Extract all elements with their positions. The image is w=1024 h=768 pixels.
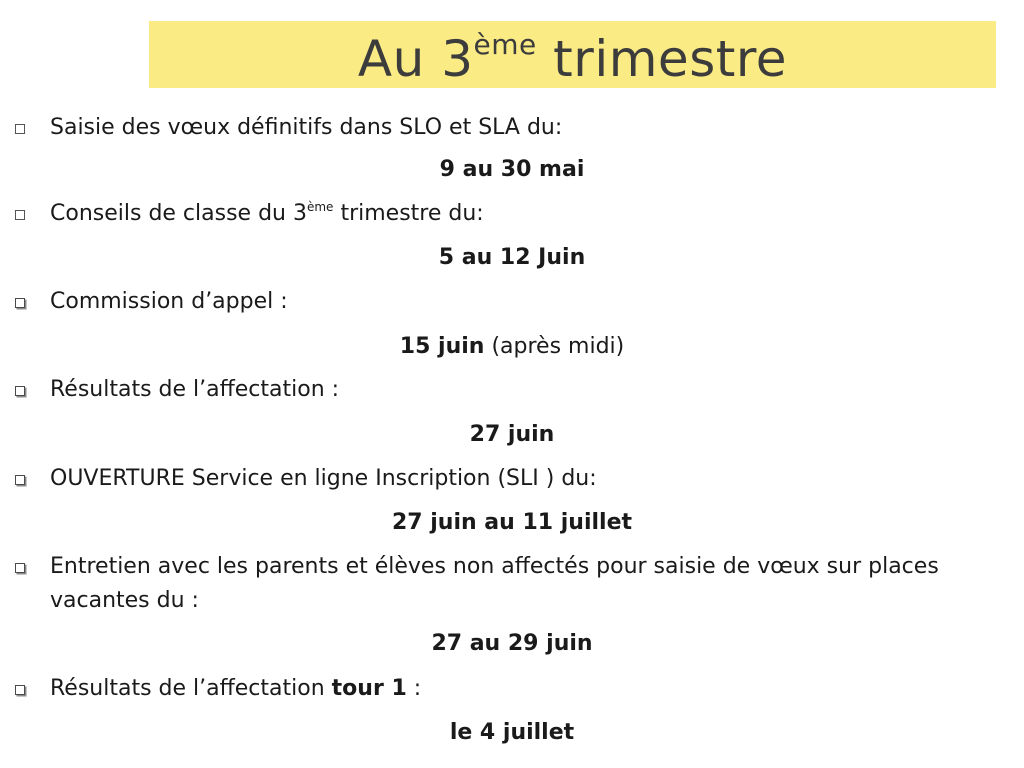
item-tour1-text-b: : — [406, 676, 422, 701]
item-tour1-bold: tour 1 — [331, 676, 407, 701]
item-conseils-classe — [50, 197, 484, 233]
checkbox-bullet-icon — [15, 475, 25, 485]
checkbox-bullet-icon — [15, 124, 25, 134]
title-superscript: ème — [473, 28, 537, 61]
item-entretien-parents: Entretien avec les parents et élèves non affectés pour saisie de vœux sur places vacantes du : — [50, 554, 939, 613]
title-prefix: Au 3 — [357, 30, 474, 88]
checkbox-bullet-icon — [15, 685, 25, 695]
date-conseils-classe: 5 au 12 Juin — [438, 245, 586, 270]
date-resultats-tour1: le 4 juillet — [449, 720, 575, 745]
date-commission-appel — [0, 330, 1024, 364]
date-commission-bold: 15 juin — [399, 334, 485, 359]
slide-title — [149, 21, 996, 88]
date-resultats-affectation: 27 juin — [469, 422, 555, 447]
item-resultats-tour1 — [50, 672, 421, 706]
date-ouverture-sli: 27 juin au 11 juillet — [391, 510, 633, 535]
checkbox-bullet-icon — [15, 210, 25, 220]
checkbox-bullet-icon — [15, 563, 25, 573]
title-banner — [149, 21, 996, 88]
item-conseils-sup: ème — [306, 200, 334, 214]
item-conseils-text-a: Conseils de classe du 3 — [50, 201, 307, 226]
item-conseils-text-b: trimestre du: — [333, 201, 484, 226]
checkbox-bullet-icon — [15, 386, 25, 396]
item-tour1-text-a: Résultats de l’affectation — [50, 676, 332, 701]
title-suffix: trimestre — [553, 30, 788, 88]
date-saisie-voeux: 9 au 30 mai — [439, 157, 585, 182]
item-ouverture-sli: OUVERTURE Service en ligne Inscription (SLI ) du: — [50, 466, 597, 491]
date-entretien-parents: 27 au 29 juin — [431, 631, 593, 656]
item-commission-appel: Commission d’appel : — [50, 289, 288, 314]
item-saisie-voeux: Saisie des vœux définitifs dans SLO et SLA du: — [50, 115, 563, 140]
item-resultats-affectation: Résultats de l’affectation : — [50, 377, 340, 402]
date-commission-rest: (après midi) — [484, 334, 625, 359]
checkbox-bullet-icon — [15, 298, 25, 308]
